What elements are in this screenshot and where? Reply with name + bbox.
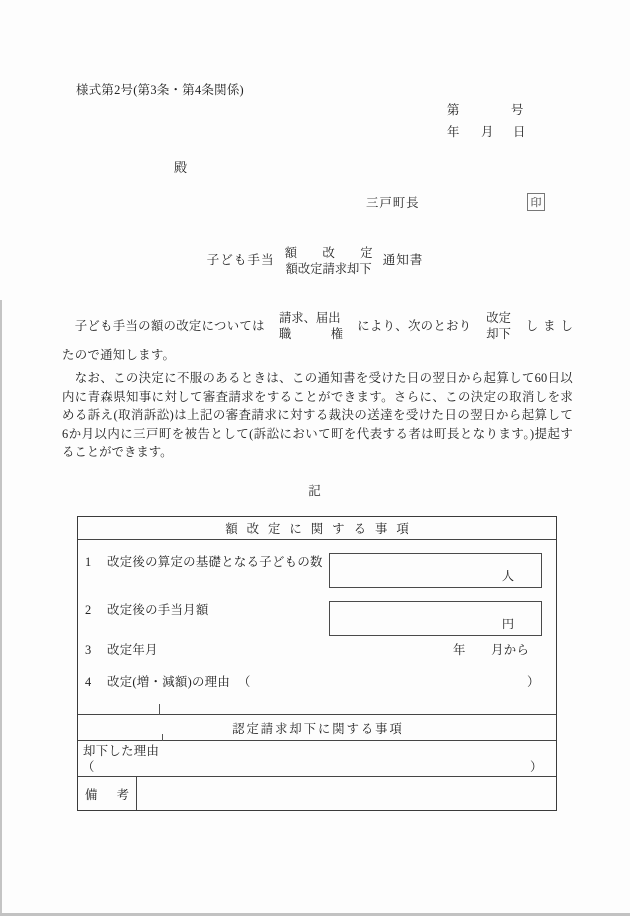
rejection-reason-label: 却下した理由 <box>83 744 160 758</box>
children-count-box <box>329 553 542 588</box>
remarks-label-left: 備 <box>85 787 98 802</box>
row4-paren-close: ） <box>527 675 540 689</box>
date-day-label: 日 <box>513 125 526 139</box>
section2-title: 認定請求却下に関する事項 <box>232 721 404 736</box>
section1-header-row <box>78 517 556 540</box>
paragraph2-line: 6か月以内に三戸町を被告として(訴訟において町を代表する者は町長となります。)提起す <box>62 426 573 441</box>
p1-option2-stack <box>486 310 512 342</box>
rejection-paren-open: （ <box>82 760 95 774</box>
form-number: 様式第2号(第3条・第4条関係) <box>76 83 244 97</box>
p1-option1-top: 請求、届出 <box>279 311 341 325</box>
paragraph2-line: ることができます。 <box>62 445 173 459</box>
seal-box <box>527 193 545 211</box>
title-option-top-char: 定 <box>360 246 373 260</box>
page-edge-shadow-left <box>0 300 2 916</box>
section2-header-row <box>78 715 556 741</box>
revision-section <box>78 540 556 715</box>
title-suffix: 通知書 <box>382 253 424 268</box>
date-month-label: 月 <box>481 125 494 139</box>
p1-option2-bottom: 却下 <box>486 327 511 341</box>
monthly-amount-box <box>329 601 542 636</box>
title-option-stack <box>285 245 373 277</box>
section1-title: 額改定に関する事項 <box>225 522 418 536</box>
addressee-honorific: 殿 <box>174 160 188 175</box>
row4-paren-open: （ <box>238 675 251 689</box>
remarks-row <box>78 777 556 810</box>
title-option-top-char: 額 <box>284 246 297 260</box>
column-stub-line <box>159 704 160 715</box>
p1-option1-stack <box>279 310 343 342</box>
paragraph1-line1 <box>62 307 578 345</box>
seal-icon: 印 <box>530 197 542 209</box>
notification-table <box>77 516 557 811</box>
column-stub-line <box>162 734 163 741</box>
remarks-label-right: 考 <box>116 787 129 802</box>
p1-option2-top: 改定 <box>486 311 511 325</box>
paragraph1-line2: たので通知します。 <box>62 348 176 362</box>
document-title <box>0 242 630 280</box>
row2-label: 改定後の手当月額 <box>107 603 209 617</box>
title-option-bottom: 額改定請求却下 <box>285 262 372 276</box>
row1-number: 1 <box>85 555 92 569</box>
row4-label: 改定(増・減額)の理由 <box>107 675 231 689</box>
paragraph2-line: なお、この決定に不服のあるときは、この通知書を受けた日の翌日から起算して60日以 <box>62 371 573 385</box>
title-option-top <box>285 245 373 261</box>
unit-yen: 円 <box>501 617 514 631</box>
p1-lead: 子ども手当の額の改定については <box>62 318 265 333</box>
date-year-label: 年 <box>447 125 460 139</box>
p1-tail: しまし <box>525 318 578 333</box>
p1-option1-bottom <box>279 326 343 342</box>
row3-value: 年 月から <box>453 643 530 657</box>
remarks-value-cell <box>137 777 556 810</box>
title-option-top-char: 改 <box>322 246 335 260</box>
paragraph2-line: める訴え(取消訴訟)は上記の審査請求に対する裁決の送達を受けた日の翌日から起算して <box>62 408 573 422</box>
rejection-reason-row <box>78 741 556 777</box>
row4-number: 4 <box>85 675 92 689</box>
doc-number-suffix: 号 <box>511 103 524 117</box>
doc-number-prefix: 第 <box>447 103 460 117</box>
row3-label: 改定年月 <box>107 643 158 657</box>
p1-option1-bottom-right: 権 <box>330 327 343 341</box>
issuer-name: 三戸町長 <box>366 196 420 210</box>
unit-person: 人 <box>501 569 514 583</box>
rejection-paren-close: ） <box>530 760 543 774</box>
remarks-label-cell <box>78 777 137 810</box>
row1-label: 改定後の算定の基礎となる子どもの数 <box>107 555 323 569</box>
paragraph2-line: 内に青森県知事に対して審査請求をすることができます。さらに、この決定の取消しを求 <box>62 389 573 404</box>
row2-number: 2 <box>85 603 92 617</box>
ki-marker: 記 <box>308 484 322 498</box>
row3-number: 3 <box>85 643 92 657</box>
p1-option1-bottom-left: 職 <box>279 327 292 341</box>
title-prefix: 子ども手当 <box>206 253 275 268</box>
p1-mid: により、次のとおり <box>357 318 472 333</box>
